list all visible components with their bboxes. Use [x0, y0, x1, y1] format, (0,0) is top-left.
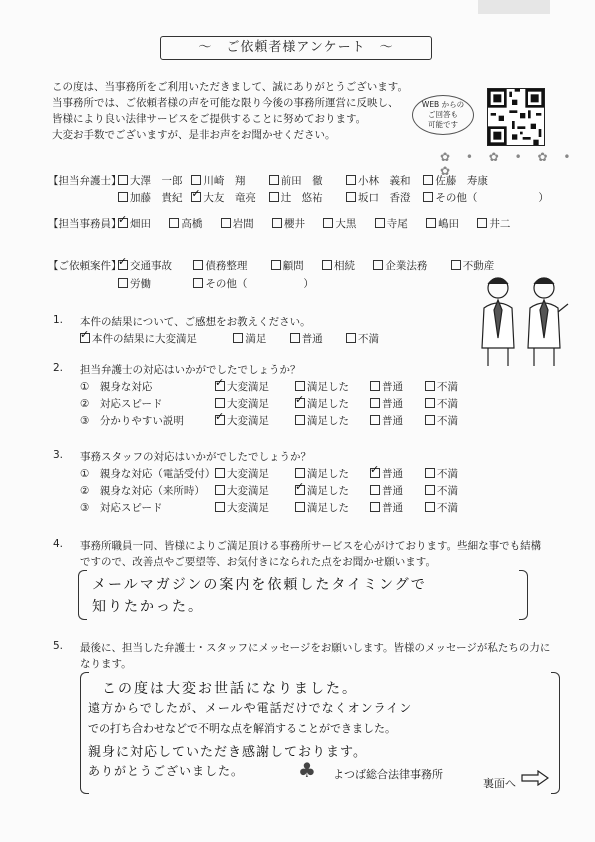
checkbox-checked[interactable] [295, 398, 305, 408]
option-label: 川崎 翔 [203, 175, 246, 187]
q2-number: 2. [53, 362, 64, 374]
lawyers-illustration [470, 268, 572, 368]
intro-line: 当事務所では、ご依頼者様の声を可能な限り今後の事務所運営に反映し、 [52, 97, 399, 109]
option-label: 普通 [301, 333, 323, 345]
staff-row [118, 216, 510, 231]
q5-number: 5. [53, 640, 64, 652]
rating-option[interactable] [370, 466, 403, 481]
checkbox[interactable] [370, 485, 380, 495]
checkbox[interactable] [346, 175, 356, 185]
option-label: 普通 [382, 398, 403, 410]
checkbox-checked[interactable] [215, 415, 225, 425]
option-label: 企業法務 [385, 260, 428, 272]
rating-option[interactable] [295, 396, 349, 411]
option-label: 井二 [489, 218, 511, 230]
lawyer-row-1 [118, 173, 488, 188]
bubble-line: ご回答も [428, 110, 458, 119]
staff-option[interactable] [426, 216, 474, 231]
option-label: 満足した [307, 468, 349, 480]
staff-option[interactable] [375, 216, 423, 231]
checkbox[interactable] [295, 415, 305, 425]
checkbox[interactable] [193, 260, 203, 270]
case-option-other[interactable] [193, 276, 303, 291]
option-label: 大変満足 [227, 468, 269, 480]
rating-option[interactable] [215, 500, 269, 515]
q3-text: 事務スタッフの対応はいかがでしたでしょうか？ [80, 451, 311, 463]
checkbox[interactable] [423, 192, 433, 202]
option-label: 不動産 [462, 260, 495, 272]
rating-option[interactable] [370, 396, 403, 411]
q5-answer-box[interactable] [80, 672, 560, 792]
checkbox[interactable] [346, 333, 356, 343]
bubble-line: 可能です [428, 120, 458, 129]
q4-text-line: ですので、改善点やご要望等、お気付きになられた点をお聞かせ願います。 [80, 556, 436, 568]
option-label: 大黒 [335, 218, 357, 230]
lawyer-option[interactable] [191, 173, 265, 188]
q4-text-line: 事務所職員一同、皆様によりご満足頂ける事務所サービスを心がけております。些細な事でも結構 [80, 540, 542, 552]
checkbox[interactable] [295, 381, 305, 391]
option-label: 不満 [437, 415, 458, 427]
staff-option[interactable] [118, 216, 166, 231]
q4-number: 4. [53, 538, 64, 550]
checkbox[interactable] [477, 218, 487, 228]
checkbox[interactable] [215, 468, 225, 478]
option-label: 嶋田 [438, 218, 460, 230]
checkbox[interactable] [233, 333, 243, 343]
option-label: 大変満足 [227, 415, 269, 427]
q5-text-line: なります。 [80, 658, 132, 670]
checkbox[interactable] [272, 218, 282, 228]
rating-option[interactable] [295, 500, 349, 515]
q1-option[interactable] [290, 331, 343, 346]
row-label: ③ 対応スピード [80, 502, 163, 514]
checkbox-checked[interactable] [118, 218, 128, 228]
checkbox[interactable] [271, 260, 281, 270]
option-label: 満足した [307, 502, 349, 514]
next-page-label[interactable]: 裏面へ [483, 777, 516, 790]
option-label: 本件の結果に大変満足 [92, 333, 197, 345]
rating-option[interactable] [425, 500, 458, 515]
option-label: 満足した [307, 398, 349, 410]
checkbox[interactable] [269, 192, 279, 202]
rating-option[interactable] [370, 413, 403, 428]
q4-answer-box[interactable] [78, 570, 528, 618]
option-label: 普通 [382, 502, 403, 514]
row-label: ③ 分かりやすい説明 [80, 415, 184, 427]
checkbox[interactable] [215, 485, 225, 495]
checkbox[interactable] [215, 502, 225, 512]
checkbox[interactable] [451, 260, 461, 270]
option-label: 満足した [307, 485, 349, 497]
clover-decoration: ✿ • ✿ • ✿ • ✿ [440, 150, 577, 178]
bracket-right [519, 570, 528, 620]
q3-number: 3. [53, 449, 64, 461]
bracket-right [551, 672, 560, 794]
checkbox[interactable] [118, 175, 128, 185]
qr-code[interactable] [487, 88, 545, 146]
checkbox[interactable] [426, 218, 436, 228]
lawyer-option[interactable] [423, 173, 488, 188]
option-label: 顧問 [282, 260, 304, 272]
q5-answer-line: 遠方からでしたが、メールや電話だけでなくオンライン [88, 701, 413, 715]
q1-options [80, 331, 379, 346]
row-label: ① 親身な対応（電話受付） [80, 468, 216, 480]
checkbox[interactable] [169, 218, 179, 228]
lawyer-option[interactable] [346, 190, 420, 205]
option-label: 坂口 香澄 [358, 192, 411, 204]
office-name: よつば総合法律事務所 [333, 768, 443, 781]
option-label: 満足した [307, 415, 349, 427]
q5-answer-line: 親身に対応していただき感謝しております。 [88, 745, 367, 760]
case-option[interactable] [118, 276, 190, 291]
case-label: 【ご依頼案件】 [48, 260, 122, 272]
paren-close: ） [538, 192, 549, 204]
option-label: 大友 竜亮 [203, 192, 256, 204]
rating-option[interactable] [425, 396, 458, 411]
q5-answer-line: この度は大変お世話になりました。 [102, 681, 358, 697]
case-row-2 [118, 276, 314, 291]
bracket-left [78, 570, 87, 620]
checkbox[interactable] [215, 398, 225, 408]
option-label: 労働 [130, 278, 151, 290]
lawyer-option[interactable] [269, 190, 343, 205]
checkbox[interactable] [346, 192, 356, 202]
checkbox-checked[interactable] [295, 485, 305, 495]
option-label: 債務整理 [205, 260, 248, 272]
q1-option[interactable] [346, 331, 379, 346]
rating-option[interactable] [370, 379, 403, 394]
q2-row [80, 379, 480, 396]
checkbox[interactable] [425, 502, 435, 512]
option-label: 寺尾 [386, 218, 408, 230]
q3-row [80, 500, 480, 517]
q5-answer-line: ありがとうございました。 [88, 764, 245, 778]
checkbox[interactable] [375, 218, 385, 228]
checkbox[interactable] [425, 468, 435, 478]
lawyer-option[interactable] [191, 190, 265, 205]
option-label: 加藤 貴紀 [130, 192, 183, 204]
option-label: 満足した [307, 381, 349, 393]
checkbox[interactable] [322, 260, 332, 270]
intro-line: 大変お手数でございますが、是非お声をお聞かせください。 [52, 129, 336, 141]
checkbox[interactable] [191, 175, 201, 185]
checkbox[interactable] [370, 502, 380, 512]
checkbox-checked[interactable] [215, 381, 225, 391]
checkbox[interactable] [118, 278, 128, 288]
checkbox[interactable] [425, 485, 435, 495]
checkbox-checked[interactable] [80, 333, 90, 343]
case-option[interactable] [373, 258, 447, 273]
lawyer-option-other[interactable] [423, 190, 538, 205]
rating-option[interactable] [215, 379, 269, 394]
rating-option[interactable] [215, 396, 269, 411]
option-label: 普通 [382, 485, 403, 497]
rating-option[interactable] [425, 413, 458, 428]
rating-option[interactable] [425, 466, 458, 481]
option-label: 相続 [334, 260, 356, 272]
option-label: 不満 [437, 398, 458, 410]
option-label: 不満 [358, 333, 380, 345]
rating-option[interactable] [295, 483, 349, 498]
case-option[interactable] [322, 258, 370, 273]
bubble-line: WEB からの [421, 100, 465, 109]
option-label: 前田 徹 [280, 175, 323, 187]
option-label: 普通 [382, 468, 403, 480]
q4-answer-line: メールマガジンの案内を依頼したタイミングで [92, 577, 427, 593]
staff-option[interactable] [272, 216, 320, 231]
arrow-right-icon[interactable] [521, 770, 549, 786]
q1-option[interactable] [80, 331, 230, 346]
web-answer-bubble [412, 95, 474, 135]
row-label: ② 親身な対応（来所時） [80, 485, 205, 497]
lawyer-option[interactable] [118, 190, 188, 205]
option-label: 佐藤 寿康 [435, 175, 488, 187]
option-label: 普通 [382, 381, 403, 393]
rating-option[interactable] [370, 500, 403, 515]
lawyer-option[interactable] [269, 173, 343, 188]
q1-number: 1. [53, 314, 64, 326]
rating-option[interactable] [295, 466, 349, 481]
option-label: 満足 [245, 333, 267, 345]
checkbox[interactable] [423, 175, 433, 185]
q2-text: 担当弁護士の対応はいかがでしたでしょうか？ [80, 364, 301, 376]
page-title: ～ ご依頼者様アンケート ～ [160, 36, 432, 60]
option-label: 大変満足 [227, 398, 269, 410]
option-label: 小林 義和 [358, 175, 411, 187]
option-label: 大変満足 [227, 485, 269, 497]
option-label: その他（ [435, 192, 478, 204]
intro-line: 皆様により良い法律サービスをご提供することに努めております。 [52, 113, 367, 125]
q3-row [80, 483, 480, 500]
checkbox[interactable] [425, 415, 435, 425]
rating-option[interactable] [425, 379, 458, 394]
option-label: 不満 [437, 468, 458, 480]
scan-tape [478, 0, 550, 14]
checkbox-checked[interactable] [370, 468, 380, 478]
row-label: ① 親身な対応 [80, 381, 153, 393]
q2-grid [80, 379, 480, 430]
staff-option[interactable] [169, 216, 217, 231]
q4-answer-line: 知りたかった。 [92, 599, 204, 615]
q3-grid [80, 466, 480, 517]
case-row-1 [118, 258, 494, 273]
case-option[interactable] [193, 258, 267, 273]
q2-row [80, 413, 480, 430]
paren-close: ） [303, 278, 314, 290]
rating-option[interactable] [295, 379, 349, 394]
checkbox[interactable] [425, 381, 435, 391]
checkbox[interactable] [295, 502, 305, 512]
option-label: 大澤 一郎 [130, 175, 183, 187]
staff-option[interactable] [221, 216, 269, 231]
option-label: 大変満足 [227, 502, 269, 514]
clover-icon: ♣ [298, 758, 316, 782]
checkbox[interactable] [425, 398, 435, 408]
rating-option[interactable] [215, 466, 269, 481]
staff-option[interactable] [477, 216, 510, 231]
checkbox[interactable] [269, 175, 279, 185]
qr-code-icon [488, 89, 544, 145]
staff-option[interactable] [323, 216, 371, 231]
option-label: 辻 悠祐 [280, 192, 323, 204]
intro-line: この度は、当事務所をご利用いただきまして、誠にありがとうございます。 [52, 81, 408, 93]
q1-option[interactable] [233, 331, 286, 346]
option-label: 普通 [382, 415, 403, 427]
checkbox[interactable] [221, 218, 231, 228]
option-label: 大変満足 [227, 381, 269, 393]
option-label: 不満 [437, 485, 458, 497]
checkbox[interactable] [373, 260, 383, 270]
q5-text-line: 最後に、担当した弁護士・スタッフにメッセージをお願いします。皆様のメッセージが私たちの力に [80, 642, 551, 654]
option-label: 櫻井 [284, 218, 306, 230]
staff-label: 【担当事務員】 [48, 218, 122, 230]
lawyer-label: 【担当弁護士】 [48, 175, 122, 187]
checkbox[interactable] [370, 415, 380, 425]
checkbox[interactable] [323, 218, 333, 228]
option-label: 高橋 [181, 218, 203, 230]
checkbox[interactable] [193, 278, 203, 288]
option-label: 不満 [437, 381, 458, 393]
row-label: ② 対応スピード [80, 398, 163, 410]
checkbox-checked[interactable] [118, 260, 128, 270]
checkbox-checked[interactable] [191, 192, 201, 202]
checkbox[interactable] [295, 468, 305, 478]
rating-option[interactable] [370, 483, 403, 498]
option-label: 不満 [437, 502, 458, 514]
q3-row [80, 466, 480, 483]
checkbox[interactable] [370, 381, 380, 391]
rating-option[interactable] [215, 413, 269, 428]
case-option[interactable] [118, 258, 190, 273]
checkbox[interactable] [118, 192, 128, 202]
lawyer-option[interactable] [346, 173, 420, 188]
option-label: 岩間 [232, 218, 254, 230]
checkbox[interactable] [290, 333, 300, 343]
option-label: その他（ [205, 278, 248, 290]
q5-answer-line: での打ち合わせなどで不明な点を解消することができました。 [88, 722, 396, 735]
q1-text: 本件の結果について、ご感想をお教えください。 [80, 316, 311, 328]
option-label: 畑田 [130, 218, 151, 230]
lawyer-row-2 [118, 190, 549, 205]
checkbox[interactable] [370, 398, 380, 408]
lawyer-option[interactable] [118, 173, 188, 188]
rating-option[interactable] [215, 483, 269, 498]
intro-text [52, 79, 412, 143]
option-label: 交通事故 [130, 260, 172, 272]
q2-row [80, 396, 480, 413]
rating-option[interactable] [425, 483, 458, 498]
rating-option[interactable] [295, 413, 349, 428]
case-option[interactable] [271, 258, 319, 273]
